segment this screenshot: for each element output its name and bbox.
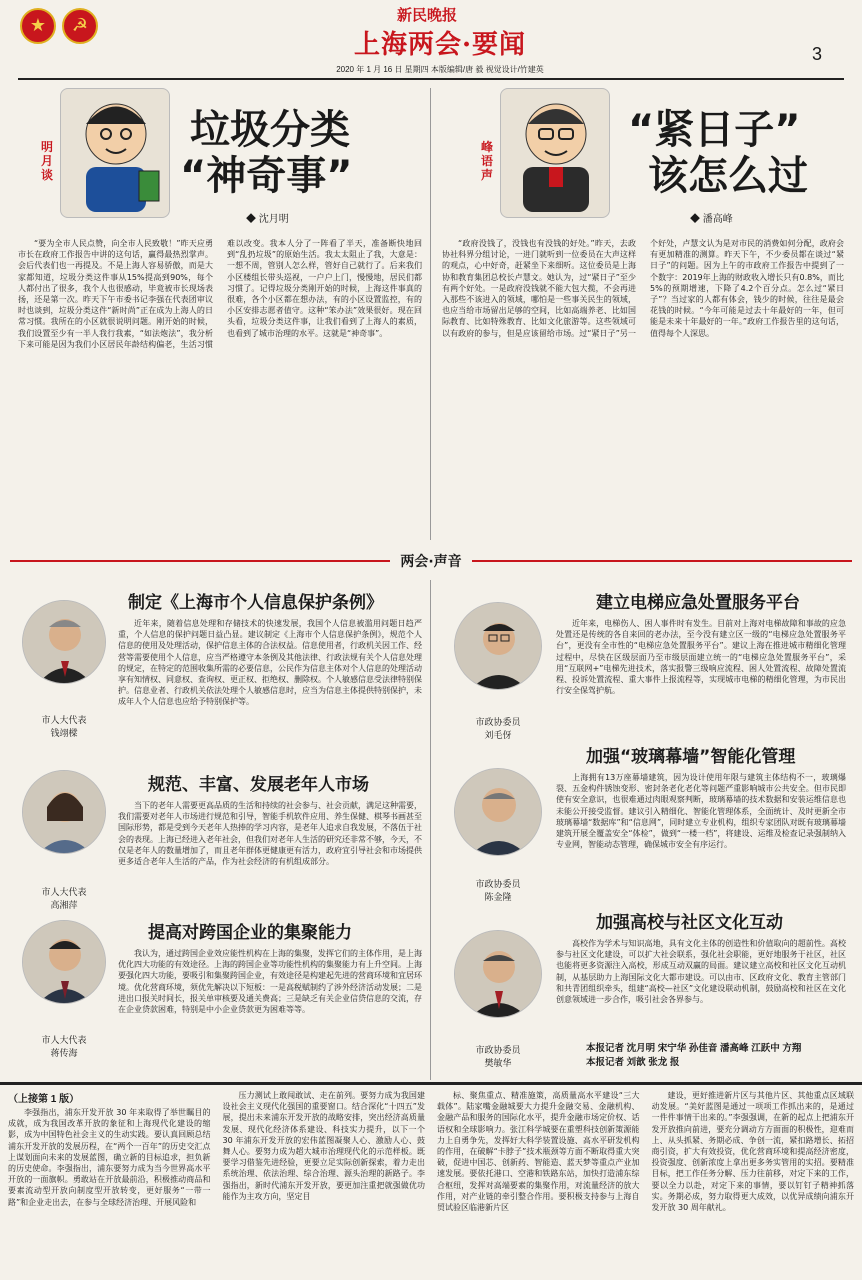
article-title: 提高对跨国企业的集聚能力 [148, 923, 352, 943]
column-label-left: 明月谈 [40, 140, 53, 182]
top-column-divider [430, 88, 431, 540]
column-title-left-line2: “神奇事” [180, 153, 353, 199]
continuation-col [8, 1090, 211, 1276]
caricature-illustration [61, 89, 170, 218]
article-body: 我认为，通过跨国企业效应能性机构在上海的集聚，发挥它们的主体作用，是上海优化四大功能的有效途径。上海的跨国企业等功能性机构的集聚能力有上升空间。上海要强化四大功能，要吸引和集聚跨国企业，有效途径是构建起先进的营商环境和宜居环境。优化营商环境，须优先解决以下短板：一是高税赋制约了涉外经济活动发展；二是进出口报关时间长，报关单审核要及通关费高；三是缺乏有关企业信贷信息的交流，存在企业贷款困难，特别是中小企业贷款更为困难等等。 [118, 949, 422, 1015]
section-label: 两会·声音 [400, 554, 462, 570]
avatar [454, 930, 542, 1018]
article-title: 制定《上海市个人信息保护条例》 [128, 593, 383, 613]
reporters-line2: 本报记者 刘歆 张龙 报 [586, 1057, 680, 1068]
reporters-line1: 本报记者 沈月明 宋宁华 孙佳音 潘高峰 江跃中 方翔 [586, 1043, 802, 1054]
portrait-photo [455, 931, 542, 1018]
article-title: 建立电梯应急处置服务平台 [596, 593, 800, 613]
newspaper-brand: 新民晚报 [396, 6, 457, 24]
article-title: 加强高校与社区文化互动 [596, 913, 783, 933]
person-role: 市人大代表 [41, 1035, 87, 1045]
article-body: 上海拥有13万座幕墙建筑，因为设计使用年限与建筑主体结构不一，玻璃爆裂、五金构件锈蚀变形、密封条老化老化等问题严重影响城市公共安全。但市民即使有安全意识，也很难通过肉眼观察判断，玻璃幕墙的技术数据和安装运维信息也未能公开接受监督。建议引入精细化、智能化管理体系，全面统计、及时更新全市玻璃幕墙“数据库”和“信息网”，同时建立专业机构，组织专家团队对既有玻璃幕墙建筑开展全覆盖安全“体检”，做到“一楼一档”，将建设、运维及检查记录强制纳入专业网，智能动态管理，确保城市安全有序运行。 [556, 773, 846, 850]
caricature-illustration [501, 89, 610, 218]
avatar [22, 920, 106, 1004]
section-rule-left [10, 560, 390, 562]
column-byline-left: ◆ 沈月明 [246, 214, 289, 225]
portrait-photo [23, 921, 106, 1004]
column-title-right-line2: 该怎么过 [648, 153, 808, 199]
person-role: 市政协委员 [475, 1045, 521, 1055]
avatar [22, 600, 106, 684]
article-title: 规范、丰富、发展老年人市场 [148, 775, 369, 795]
section-band [0, 550, 862, 572]
middle-column-divider [430, 580, 431, 1080]
article-body: 当下的老年人需要更高品质的生活和持续的社会参与、社会贡献，满足这种需要，我们需要对老年人市场进行规范和引导，智能手机软件应用、养生保健、棋琴书画甚至国际形势，都是受到今天老年人热捧的学习内容，是老年人追求自我发展，不落伍于社会的表现。上海已经进入老年社会，但我们对老年人生活的研究还非常不够，今天，不仅是老年人的数量增加了，而且老年群体更健康更有活力，政府宜引导社会和市场提供更多适合老年人生活的产品，作为社会经济的有机组成部分。 [118, 801, 422, 867]
portrait-photo [455, 603, 542, 690]
article-body: 近年来，电梯伤人、困人事件时有发生。目前对上海对电梯故障和事故的应急处置还是传统的各自来回的老办法，至今没有建立区一级的“电梯应急处置服务平台”，更没有全市性的“电梯应急处置服务平台”。建议上海在推进城市精细化管理过程中，尽快在区级层面乃至市级层面建立统一的“电梯应急处置服务平台”，采用“互联网+”电梯先进技术，落实报警三级响应流程、困人处置流程、故障处置流程、投诉处置流程、重大事件上报流程等，实现城市电梯的精细化管理，为市民出行安全保驾护航。 [556, 619, 846, 696]
issue-meta: 2020 年 1 月 16 日 星期四 本版编辑/唐 毅 视觉设计/竹建英 [336, 65, 544, 74]
person-name: 陈金隆 [484, 892, 512, 902]
portrait-photo [455, 769, 542, 856]
page-number: 3 [812, 44, 823, 64]
columnist-caricature-right [500, 88, 610, 218]
person-role: 市人大代表 [41, 715, 87, 725]
section-rule-right [472, 560, 852, 562]
header-rule [18, 78, 844, 80]
article-body: 近年来，随着信息处理和存储技术的快速发展，我国个人信息被滥用问题日趋严重，个人信息的保护问题日益凸显。建议制定《上海市个人信息保护条例》，规范个人信息的使用及处理活动，保护信息主体的合法权益。信息使用者，行政机关因工作、经营等需要使用个人信息，应当严格遵守本条例及其他法律、行政法规有关个人信息处理的规定，在特定的范围收集所需的必要信息，公民作为信息主体对个人信息的处理活动享有知情权、同意权、查询权、更正权、拒绝权、删除权。个人敏感信息受法律特别保护。信息业者、行政机关依法处理个人敏感信息时，应当为信息主体提供特别保护，未成年人个人信息也应给予特别保护等。 [118, 619, 422, 707]
article-title: 加强“玻璃幕墙”智能化管理 [586, 747, 796, 767]
party-emblem-icon: ☭ [62, 8, 98, 44]
person-role: 市人大代表 [41, 887, 87, 897]
person-name: 刘毛伢 [484, 730, 512, 740]
avatar [454, 768, 542, 856]
page-title: 上海两会·要闻 [353, 30, 527, 60]
continuation-text: 标、聚焦重点、精准施策，高质量高水平建设“三大载体”。陆家嘴金融城要大力提升金融交易、金融机构、金融产品和服务的国际化水平，提升金融市场定价权、话语权和全球影响力。张江科学城要在重塑科技创新策源能力上自勇争先，发挥好大科学装置设施、高水平研发机构的作用，在破解“卡脖子”技术瓶颈等方面不断取得重大突破，促进中国芯、创新药、智能造、蓝天梦等重点产业加速发展。要依托港口、空港和铁路东站，加快打造浦东综合枢纽，发挥对高端要素的集聚作用，对流量经济的放大作用，对产业链的牵引整合作用。要积极支持参与上海自贸试验区临港新片区 [437, 1091, 640, 1213]
bottom-rule [0, 1082, 862, 1085]
avatar [454, 602, 542, 690]
person-name: 钱翊樑 [50, 728, 78, 738]
article-body: 高校作为学术与知识高地，具有文化主体的创造性和价值取向的超前性。高校参与社区文化建设，可以扩大社会联系，强化社会职能，更好地服务于社区，社区也能将更多资源注入高校，形成互动双赢的局面。建议建立高校和社区文化互动机制，从基层助力上海国际文化大都市建设。可以由市、区政府文化、教育主管部门和共青团组织牵头，组建“高校—社区”文化建设联动机制，鼓励高校和社区在文化创意领域进一步合作，吸引社会各界参与。 [556, 939, 846, 1005]
portrait-photo [23, 601, 106, 684]
column-label-right: 峰语声 [480, 140, 493, 182]
continuation-block [8, 1090, 854, 1276]
column-body-right: “政府没钱了，没钱也有没钱的好处。”昨天，去政协社科界分组讨论，一进门就听到一位委员在大声这样的观点，心中好奇，赶紧坐下来细听。这位委员是上海协和教育集团总校长卢慧文。她认为，过“紧日子”至少有两个好处。一是政府没钱就不能大包大揽，不会再进入那些不该进入的领域，哪怕是一些事关民生的领域，也应当给市场留出足够的空间，比如高端养老、比如国际教育、比如特殊教育、比如文化旅游等。这些领域可以有政府的参与，但是应该留给市场。过“紧日子”另一个好处，卢慧文认为是对市民的消费如何分配，政府会有更加精准的测算。昨天下午，不少委员都在谈过“紧日子”的问题。因为上午的市政府工作报告中提到了一个数字：2019年上海的财政收入增长只有0.8%，而比5%的预期增速，下降了4.2个百分点。怎么过“紧日子”？当过家的人都有体会，钱少的时候，往往是最会花钱的时候。“今年可能是过去十年最好的一年，但可能是未来十年最好的一年。”政府工作报告里的这句话，值得每个人深思。 [442, 239, 844, 338]
continuation-text: 李强指出，浦东开发开放 30 年来取得了举世瞩目的成就，成为我国改革开放的象征和上海现代化建设的缩影，成为中国特色社会主义的生动实践。要认真回顾总结浦东开发开放的发展历程，在“两个一百年”的历史交汇点上谋划面向未来的发展蓝图，确立新的目标追求，担负新的历史使命。李强指出，浦东要努力成为当今世界高水平开放的一面旗帜。勇敢站在开放最前沿，积极推动商品和要素流动型开放向制度型开放转变，更好服务“一带一路”和企业走出去，在参与全球经济治理、开展风险和 [8, 1108, 211, 1207]
column-title-left-line1: 垃圾分类 [190, 107, 350, 153]
person-name: 高湘萍 [50, 900, 78, 910]
continuation-text: 压力测试上敢闯敢试、走在前列。要努力成为我国建设社会主义现代化强国的重要窗口。结合深化“十四五”发展，提出未来浦东开发开放的战略安排，突出经济高质量发展、现代化经济体系建设、科技实力提升，以下一个 30 年浦东开发开放的宏伟蓝图凝聚人心、激励人心、鼓舞人心。要努力成为超大城市治理现代化的示范样板。既要学习借鉴先进经验，更要立足实际创新探索，着力走出系统治理、依法治理、综合治理、源头治理的新路子。李强指出，新时代浦东开发开放，要更加注重把就强做优功能作为主攻方向，坚定目 [222, 1091, 425, 1201]
continuation-text: 建设，更好推进新片区与其他片区、其他重点区域联动发展。“美好蓝图是通过一项项工作抓出来的，是通过一件件事情干出来的。”李强强调，在新的起点上把浦东开发开放推向前进，要充分调动方方面面的积极性，迎难而上、从头抓紧、务期必成、争创一流，紧扣路增长、拓招商引资，扩大有效投资，优化营商环境和提高经济密度，投资强度、创新浓度上拿出更多务实管用的实招。要精准目标，把工作任务分解、压力往前移，对定下来的工作，要以全力以赴，对定下来的事情，要以钉钉子精神抓落实。务期必成，努力取得更大成效，以优异成绩向浦东开发开放 30 周年献礼。 [651, 1091, 854, 1213]
column-title-right-line1: “紧日子” [628, 107, 801, 153]
person-name: 樊敏华 [484, 1058, 512, 1068]
national-emblem-icon: ★ [20, 8, 56, 44]
column-byline-right: ◆ 潘高峰 [690, 214, 733, 225]
person-name: 蒋传海 [50, 1048, 78, 1058]
avatar [22, 770, 106, 854]
portrait-photo [23, 771, 106, 854]
continuation-tag: （上接第 1 版） [8, 1094, 80, 1105]
person-role: 市政协委员 [475, 879, 521, 889]
person-role: 市政协委员 [475, 717, 521, 727]
columnist-caricature-left [60, 88, 170, 218]
column-body-left: “要为全市人民点赞，向全市人民致敬！”昨天应勇市长在政府工作报告中讲的这句话，赢得最热烈掌声。会后代表们也一再提及。不是上海人容易骄傲，而是大家都知道，垃圾分类这件事从15%提高到90%，每个人都付出了很多，我个人也很感动，毕竟被市长现场表扬，还是第一次。昨天下午市委书记李强在代表团审议时也谈到，垃圾分类这件“新时尚”正在成为上海人的日常习惯。我所在的小区就很说明问题。刚开始的时候，我们设置至少有一半人我行我素，“如法炮法”，我分析下来可能是因为我们小区居民年龄结构偏老，生活习惯难以改变。我本人分了一阵看了半天，准备断快地回到“乱扔垃圾”的原始生活。我太太阻止了我，大意是：一想不周，管别人怎么样，管好自己就行了。后来我们小区楼组长带头巡视，一户户上门，慢慢地，居民们都习惯了。记得垃圾分类刚开始的时候，上海这件事真的很难，各个小区都在想办法，有的小区设置监控，有的小区安排志愿者值守。这种“笨办法”效果很好。现在回头看，垃圾分类这件事，让我们看到了上海人的素质，也看到了城市治理的水平。这就是“神奇事”。 [18, 239, 422, 349]
